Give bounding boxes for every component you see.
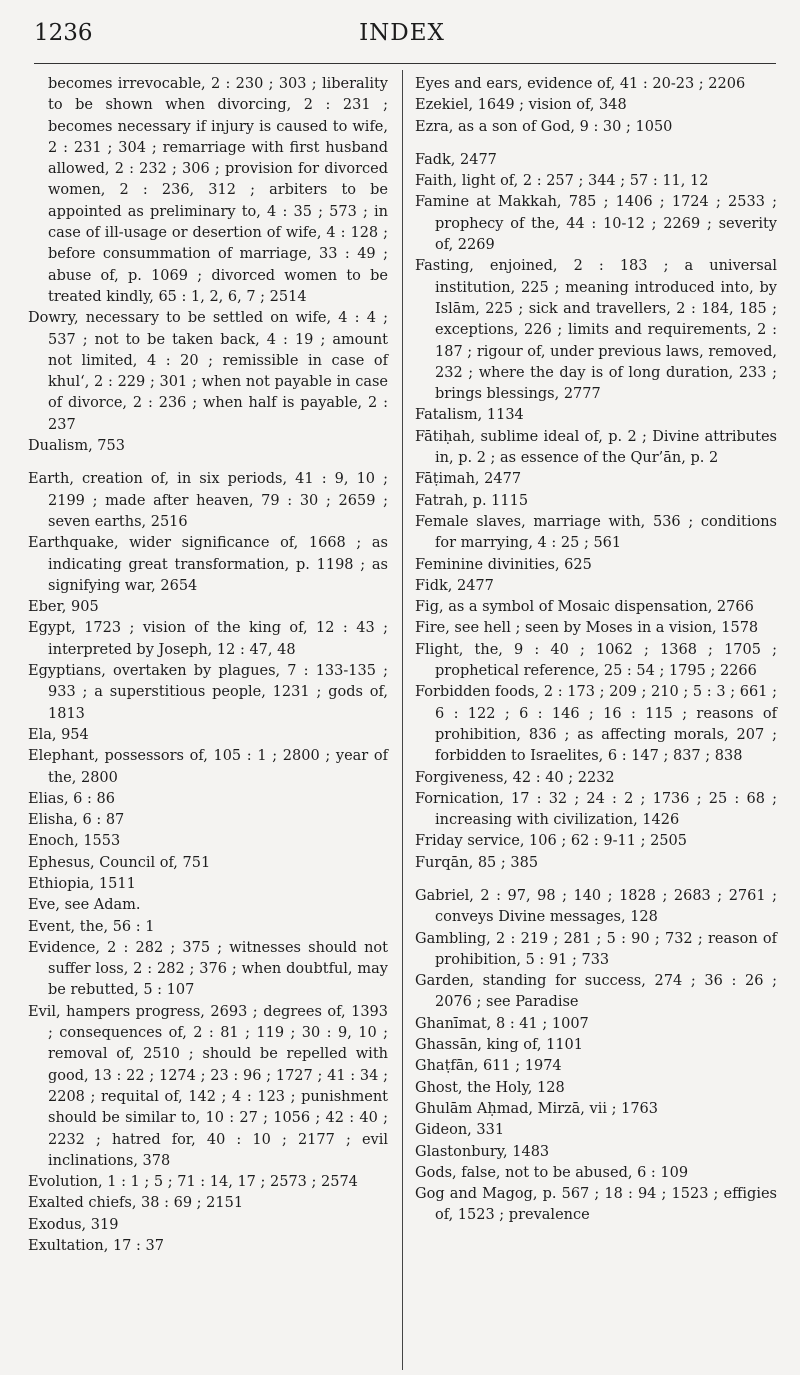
index-entry: Elisha, 6 : 87 [28,812,125,829]
page-title: INDEX [359,20,445,46]
column-divider [402,70,403,1370]
index-entry: Elias, 6 : 86 [28,790,115,807]
index-entry: Gideon, 331 [415,1122,505,1139]
index-entry: Flight, the, 9 : 40 ; 1062 ; 1368 ; 1705 ; prophetical reference, 25 : 54 ; 1795 ; 2266 [415,641,777,680]
page-header [34,20,770,52]
index-entry: Ela, 954 [28,726,89,743]
index-entry: Ezra, as a son of God, 9 : 30 ; 1050 [415,118,673,135]
index-entry: Gabriel, 2 : 97, 98 ; 140 ; 1828 ; 2683 ; 2761 ; conveys Divine messages, 128 [415,887,777,926]
index-entry: Furqān, 85 ; 385 [415,854,539,871]
right-column [415,74,777,1227]
index-entry: Eyes and ears, evidence of, 41 : 20-23 ; 2206 [415,76,746,92]
index-entry: Fasting, enjoined, 2 : 183 ; a universal institution, 225 ; meaning introduced into, by Islām, 225 ; sick and travellers, 2 : 184, 185 ; exceptions, 226 ; limits and requirements, 2 : 187 ; rigour of, under previous laws, removed, 232 ; where the day is of long duration, 233 ; brings blessings, 2777 [415,258,777,403]
index-entry: Ezekiel, 1649 ; vision of, 348 [415,97,627,114]
index-entry: Forbidden foods, 2 : 173 ; 209 ; 210 ; 5 : 3 ; 661 ; 6 : 122 ; 6 : 146 ; 16 : 115 ; reasons of prohibition, 836 ; as affecting morals, 207 ; forbidden to Israelites, 6 : 147 ; 837 ; 838 [415,684,777,765]
page-number: 1236 [34,20,93,46]
index-entry: Evidence, 2 : 282 ; 375 ; witnesses should not suffer loss, 2 : 282 ; 376 ; when doubtful, may be rebutted, 5 : 107 [28,939,388,999]
index-entry: Ephesus, Council of, 751 [28,854,211,871]
index-entry: Famine at Makkah, 785 ; 1406 ; 1724 ; 2533 ; prophecy of the, 44 : 10-12 ; 2269 ; severity of, 2269 [415,194,777,254]
index-entry: Fidk, 2477 [415,577,494,594]
index-entry: Ghanīmat, 8 : 41 ; 1007 [415,1015,589,1032]
index-entry: Fāṭimah, 2477 [415,471,522,488]
index-entry: Friday service, 106 ; 62 : 9-11 ; 2505 [415,833,687,850]
index-entry: Enoch, 1553 [28,833,121,850]
index-entry: Faith, light of, 2 : 257 ; 344 ; 57 : 11, 12 [415,173,709,190]
index-entry: Ghaṭfān, 611 ; 1974 [415,1058,562,1075]
index-entry: Fornication, 17 : 32 ; 24 : 2 ; 1736 ; 25 : 68 ; increasing with civilization, 1426 [415,790,777,829]
index-entry: Fātiḥah, sublime ideal of, p. 2 ; Divine attributes in, p. 2 ; as essence of the Qur’ān, p. 2 [415,428,777,467]
index-entry: Elephant, possessors of, 105 : 1 ; 2800 ; year of the, 2800 [28,748,388,786]
index-entry: Gambling, 2 : 219 ; 281 ; 5 : 90 ; 732 ; reason of prohibition, 5 : 91 ; 733 [415,930,777,968]
index-entry: Eve, see Adam. [28,897,141,914]
index-entry: Ghost, the Holy, 128 [415,1079,565,1096]
header-rule [34,63,776,64]
index-entry: Fatalism, 1134 [415,407,524,424]
index-entry: Female slaves, marriage with, 536 ; conditions for marrying, 4 : 25 ; 561 [415,513,777,552]
index-entry: Ethiopia, 1511 [28,875,136,892]
index-entry: Fire, see hell ; seen by Moses in a vision, 1578 [415,620,759,637]
index-entry: Earthquake, wider significance of, 1668 ; as indicating great transformation, p. 1198 ; as signifying war, 2654 [28,535,388,594]
index-entry: Feminine divinities, 625 [415,556,592,573]
index-entry: Fatrah, p. 1115 [415,492,529,509]
index-entry: Forgiveness, 42 : 40 ; 2232 [415,769,615,786]
index-entry: Gog and Magog, p. 567 ; 18 : 94 ; 1523 ; effigies of, 1523 ; prevalence [415,1186,777,1224]
index-entry: Ghassān, king of, 1101 [415,1037,584,1054]
index-entry: Fig, as a symbol of Mosaic dispensation, 2766 [415,599,754,616]
index-entry: Egypt, 1723 ; vision of the king of, 12 : 43 ; interpreted by Joseph, 12 : 47, 48 [28,620,388,658]
index-entry: Fadk, 2477 [415,151,497,168]
index-entry: becomes irrevocable, 2 : 230 ; 303 ; liberality to be shown when divorcing, 2 : 231 ; becomes necessary if injury is caused to wife, 2 : 231 ; 304 ; remarriage with first husband allowed, 2 : 232 ; 306 ; provision for divorced women, 2 : 236, 312 ; arbiters to be appointed as preliminary to, 4 : 35 ; 573 ; in case of ill-usage or desertion of wife, 4 : 128 ; before consummation of marriage, 33 : 49 ; abuse of, p. 1069 ; divorced women to be treated kindly, 65 : 1, 2, 6, 7 ; 2514 [48,76,388,305]
index-entry: Dowry, necessary to be settled on wife, 4 : 4 ; 537 ; not to be taken back, 4 : 19 ; amount not limited, 4 : 20 ; remissible in case of khul‘, 2 : 229 ; 301 ; when not payable in case of divorce, 2 : 236 ; when half is payable, 2 : 237 [28,310,388,433]
index-entry: Garden, standing for success, 274 ; 36 : 26 ; 2076 ; see Paradise [415,973,777,1011]
index-entry: Evolution, 1 : 1 ; 5 ; 71 : 14, 17 ; 2573 ; 2574 [28,1174,358,1191]
index-entry: Glastonbury, 1483 [415,1143,550,1160]
index-entry: Eber, 905 [28,599,99,616]
index-entry: Exalted chiefs, 38 : 69 ; 2151 [28,1195,244,1212]
index-entry: Egyptians, overtaken by plagues, 7 : 133-135 ; 933 ; a superstitious people, 1231 ; gods of, 1813 [28,663,388,722]
index-entry: Gods, false, not to be abused, 6 : 109 [415,1164,689,1181]
left-column [28,74,388,1257]
index-entry: Dualism, 753 [28,438,125,455]
index-entry: Ghulām Aḥmad, Mirzā, vii ; 1763 [415,1100,658,1117]
index-entry: Evil, hampers progress, 2693 ; degrees of, 1393 ; consequences of, 2 : 81 ; 119 ; 30 : 9, 10 ; removal of, 2510 ; should be repelled with good, 13 : 22 ; 1274 ; 23 : 96 ; 1727 ; 41 : 34 ; 2208 ; requital of, 142 ; 4 : 123 ; punishment should be similar to, 10 : 27 ; 1056 ; 42 : 40 ; 2232 ; hatred for, 40 : 10 ; 2177 ; evil inclinations, 378 [28,1003,388,1169]
index-entry: Exodus, 319 [28,1216,119,1233]
index-entry: Event, the, 56 : 1 [28,918,155,935]
index-entry: Exultation, 17 : 37 [28,1238,164,1255]
index-entry: Earth, creation of, in six periods, 41 : 9, 10 ; 2199 ; made after heaven, 79 : 30 ; 2659 ; seven earths, 2516 [28,471,388,530]
